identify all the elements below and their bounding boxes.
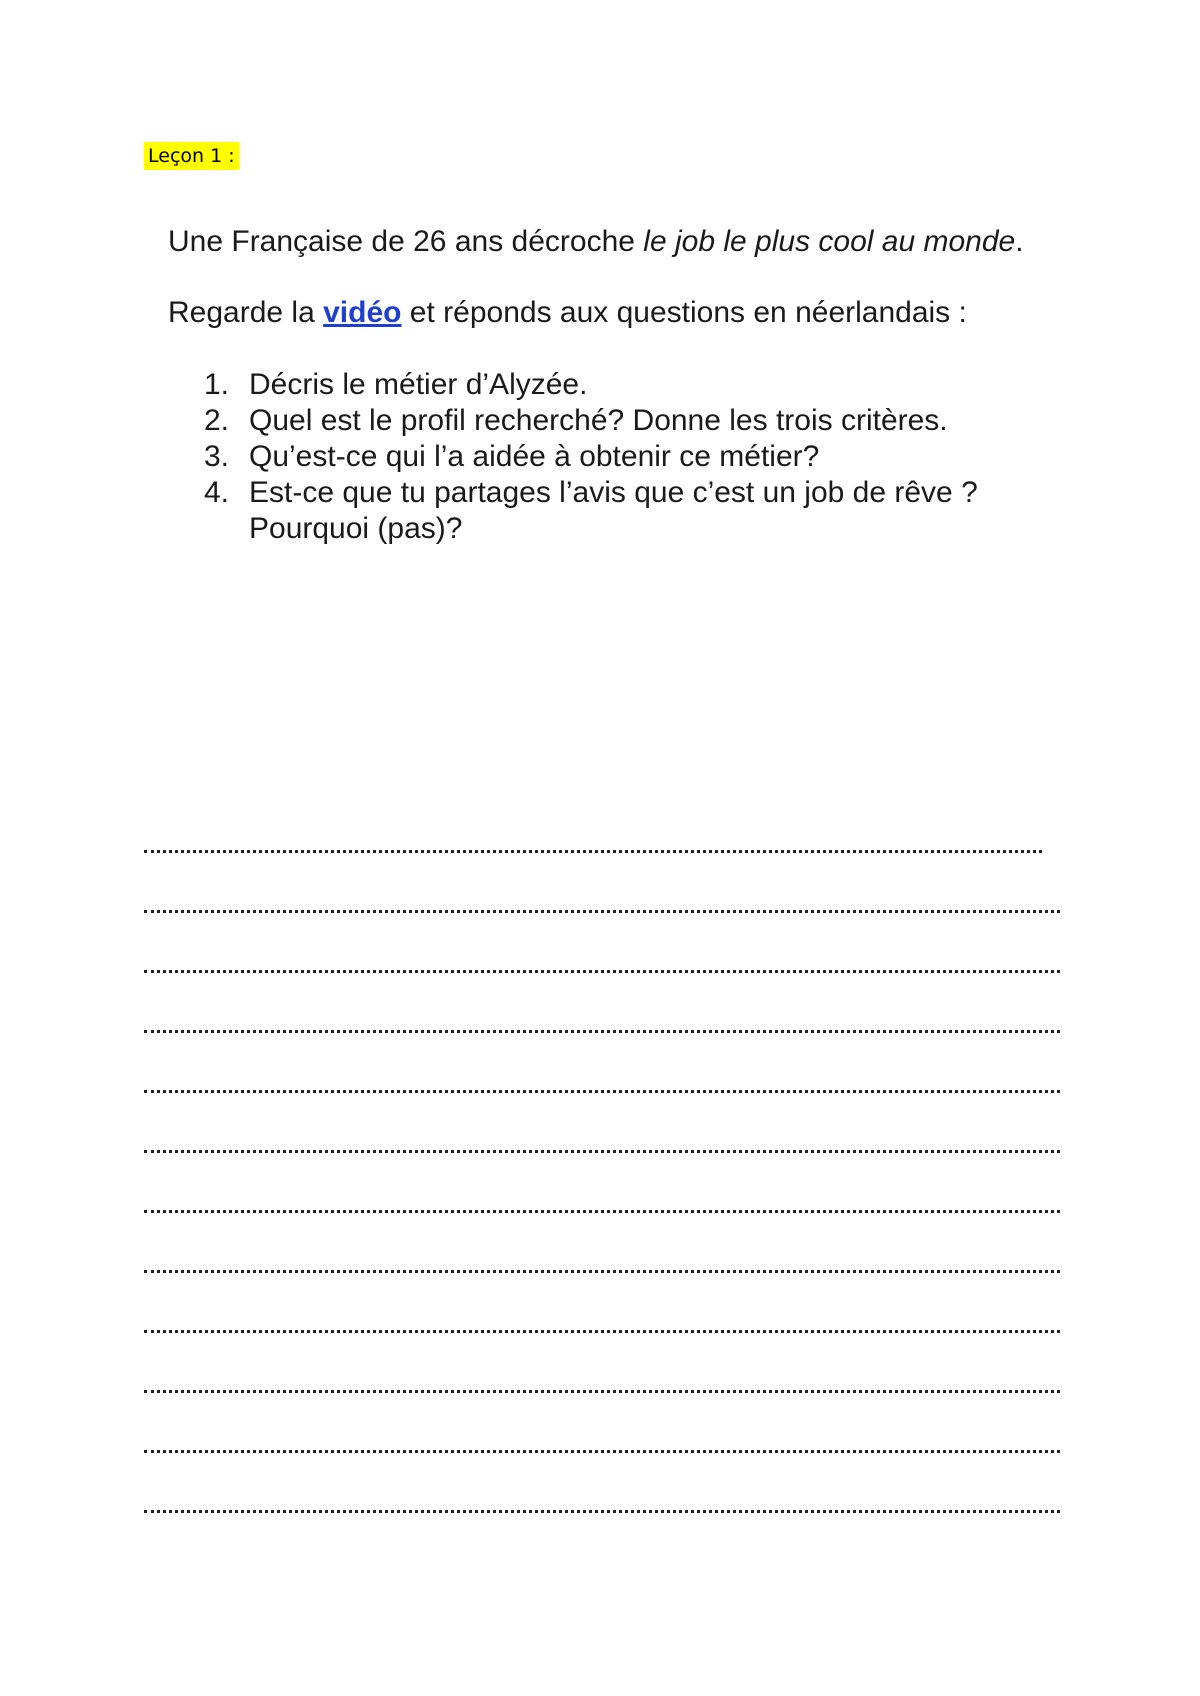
question-text: Quel est le profil recherché? Donne les trois critères. xyxy=(249,404,948,437)
answer-line[interactable] xyxy=(144,1260,1060,1320)
video-link[interactable]: vidéo xyxy=(323,296,402,329)
question-item xyxy=(168,439,1028,475)
headline-text: Une Française de 26 ans décroche xyxy=(168,225,644,258)
headline-end: . xyxy=(1015,225,1024,258)
instruction xyxy=(168,295,1028,331)
answer-line[interactable] xyxy=(144,1320,1060,1380)
answer-line[interactable] xyxy=(144,1080,1060,1140)
lesson-label: Leçon 1 : xyxy=(144,142,239,170)
answer-lines xyxy=(144,840,1060,1560)
answer-line[interactable] xyxy=(144,1200,1060,1260)
question-number: 1. xyxy=(204,368,230,401)
question-text: Est-ce que tu partages l’avis que c’est un job de rêve ? Pourquoi (pas)? xyxy=(249,476,978,545)
answer-line[interactable] xyxy=(144,1440,1060,1500)
instruction-after: et réponds aux questions en néerlandais : xyxy=(401,296,967,329)
question-number: 2. xyxy=(204,404,230,437)
question-number: 4. xyxy=(204,476,230,509)
answer-line[interactable] xyxy=(144,1140,1060,1200)
worksheet-content xyxy=(168,224,1028,547)
answer-line[interactable] xyxy=(144,840,1060,900)
answer-line[interactable] xyxy=(144,900,1060,960)
question-text: Décris le métier d’Alyzée. xyxy=(249,368,588,401)
answer-line[interactable] xyxy=(144,1380,1060,1440)
question-list xyxy=(168,367,1028,547)
question-item xyxy=(168,367,1028,403)
question-number: 3. xyxy=(204,440,230,473)
question-item xyxy=(168,475,1028,547)
answer-line[interactable] xyxy=(144,1500,1060,1560)
question-text: Qu’est-ce qui l’a aidée à obtenir ce métier? xyxy=(249,440,820,473)
question-item xyxy=(168,403,1028,439)
headline-italic: le job le plus cool au monde xyxy=(643,225,1016,258)
answer-line[interactable] xyxy=(144,960,1060,1020)
headline xyxy=(168,224,1028,260)
instruction-before: Regarde la xyxy=(168,296,324,329)
answer-line[interactable] xyxy=(144,1020,1060,1080)
